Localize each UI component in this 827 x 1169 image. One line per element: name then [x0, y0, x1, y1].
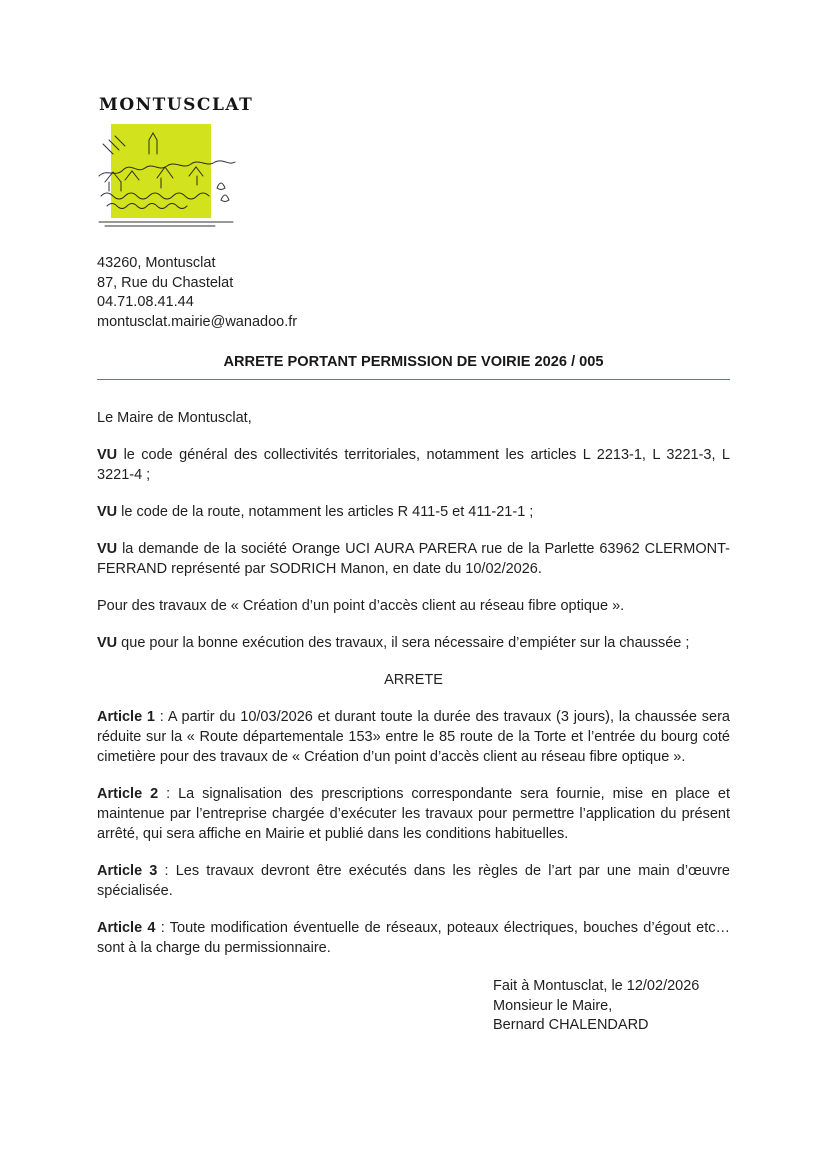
address-line-1: 43260, Montusclat	[97, 255, 216, 271]
article-text: : Toute modification éventuelle de réseaux, poteaux électriques, bouches d’égout etc… sont à la charge du permissionnaire.	[97, 920, 730, 956]
vu-text: la demande de la société Orange UCI AURA PARERA rue de la Parlette 63962 CLERMONT-FERRAND représenté par SODRICH Manon, en date du 10/02/2026.	[97, 541, 730, 577]
signature-block	[493, 977, 730, 1036]
article-4	[97, 918, 730, 958]
vu-text: que pour la bonne exécution des travaux, il sera nécessaire d’empiéter sur la chaussée ;	[117, 635, 690, 651]
article-label: Article 3	[97, 863, 158, 879]
vu-label: VU	[97, 541, 118, 557]
article-text: : Les travaux devront être exécutés dans les règles de l’art par une main d’œuvre spécialisée.	[97, 863, 730, 899]
commune-logo	[97, 95, 730, 230]
address-block	[97, 254, 730, 332]
article-label: Article 2	[97, 786, 159, 802]
article-1	[97, 707, 730, 767]
signature-place-date: Fait à Montusclat, le 12/02/2026	[493, 978, 700, 994]
document-title: ARRETE PORTANT PERMISSION DE VOIRIE 2026 / 005	[223, 354, 604, 370]
salutation: Le Maire de Montusclat,	[97, 410, 252, 426]
address-line-2: 87, Rue du Chastelat	[97, 274, 234, 291]
article-3	[97, 861, 730, 901]
phone-number: 04.71.08.41.44	[97, 294, 194, 310]
article-label: Article 1	[97, 709, 155, 725]
title-divider	[97, 379, 730, 380]
article-text: : A partir du 10/03/2026 et durant toute la durée des travaux (3 jours), la chaussée sera réduite sur la « Route départementale 153» entre le 85 route de la Torte et l’entrée du bourg coté cimetière pour des travaux de « Création d’un point d’accès client au réseau fibre optique ».	[97, 709, 730, 765]
vu-label: VU	[97, 447, 118, 463]
vu-text: le code général des collectivités territoriales, notamment les articles L 2213-1, L 3221-3, L 3221-4 ;	[97, 447, 730, 483]
vu-label: VU	[97, 635, 118, 651]
vu-paragraph-2	[97, 502, 730, 522]
signature-name: Bernard CHALENDARD	[493, 1017, 649, 1033]
logo-wordmark: MONTUSCLAT	[99, 95, 254, 115]
vu-paragraph-1	[97, 445, 730, 485]
article-label: Article 4	[97, 920, 156, 936]
arrete-heading: ARRETE	[384, 672, 443, 688]
village-sketch-image	[97, 118, 237, 230]
vu-label: VU	[97, 504, 118, 520]
vu-text: le code de la route, notamment les articles R 411-5 et 411-21-1 ;	[117, 504, 534, 520]
article-text: : La signalisation des prescriptions correspondante sera fournie, mise en place et maintenue par l’entreprise chargée d’exécuter les travaux pour permettre l’application du présent arrêté, qui sera affiche en Mairie et publié dans les conditions habituelles.	[97, 786, 730, 842]
signature-role: Monsieur le Maire,	[493, 997, 613, 1014]
email-address: montusclat.mairie@wanadoo.fr	[97, 313, 298, 330]
travaux-paragraph: Pour des travaux de « Création d’un point d’accès client au réseau fibre optique ».	[97, 598, 625, 614]
logo-green-square	[111, 124, 211, 218]
vu-paragraph-3	[97, 539, 730, 579]
vu-paragraph-4	[97, 633, 730, 653]
article-2	[97, 784, 730, 844]
